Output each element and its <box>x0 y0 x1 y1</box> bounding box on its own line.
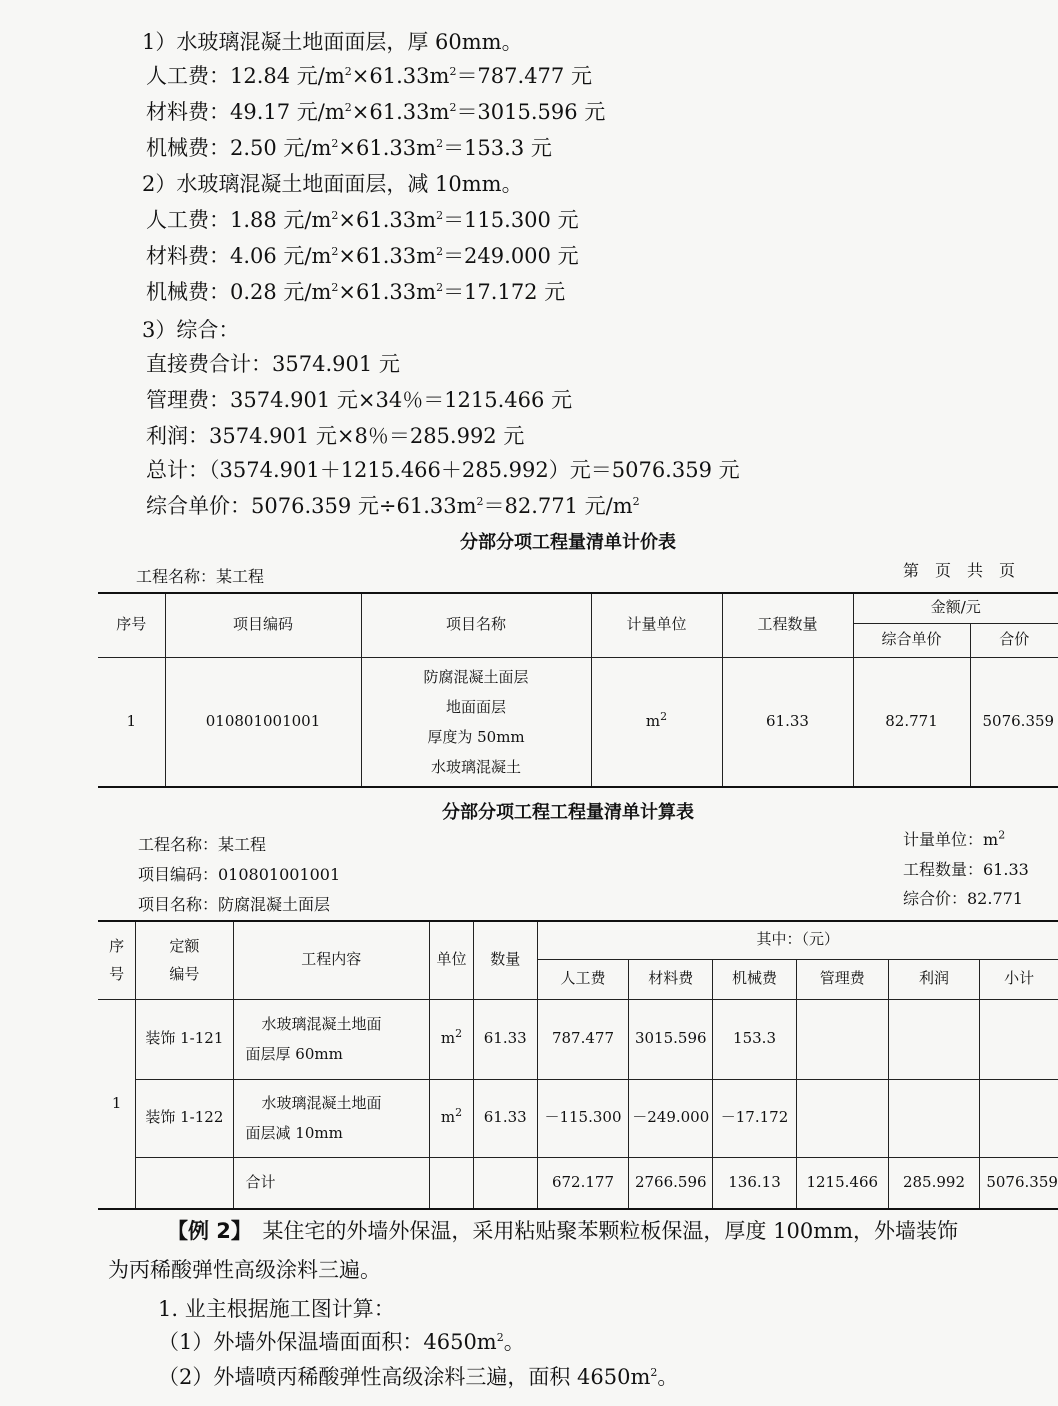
table2-group-no: 1 <box>98 999 136 1209</box>
table2-header-of-which: 其中：（元） <box>537 921 1058 959</box>
table2-sum-labor: 672.177 <box>537 1157 629 1209</box>
table2-cell-unit: $m^2$ <box>430 999 474 1079</box>
table2-project-name: 工程名称：某工程 <box>138 835 267 854</box>
table2-item-name: 项目名称：防腐混凝土面层 <box>138 895 331 914</box>
table2-cell-profit <box>888 999 980 1079</box>
table2-cell-mgmt <box>796 1079 888 1157</box>
calc-s2-material: 材料费：4.06 元$/m^2\times 61.33m^2=249.000$ 元 <box>146 244 579 268</box>
calc-direct-cost: 直接费合计：3574.901 元 <box>146 352 400 376</box>
calc-profit: 利润：3574.901 元×8％＝285.992 元 <box>146 424 525 448</box>
table1-header-unit: 计量单位 <box>591 593 722 657</box>
table2-cell-content: 水玻璃混凝土地面 面层厚 60mm <box>233 999 430 1079</box>
table2-cell-qty: 61.33 <box>473 999 537 1079</box>
table2-sum-material: 2766.596 <box>629 1157 713 1209</box>
table2-cell-quota: 装饰 1-122 <box>136 1079 233 1157</box>
table1-header-code: 项目编码 <box>165 593 361 657</box>
table2-cell-mgmt <box>796 999 888 1079</box>
table2-cell-qty: 61.33 <box>473 1079 537 1157</box>
table2-sum-qty <box>473 1157 537 1209</box>
calc-s3-title: 3）综合： <box>142 318 240 342</box>
example-line-2: 为丙稀酸弹性高级涂料三遍。 <box>108 1258 381 1282</box>
table2-cell-machine: 153.3 <box>713 999 797 1079</box>
example-item-1: （1）外墙外保温墙面面积：$4650m^2$。 <box>158 1330 525 1354</box>
table2-cell-profit <box>888 1079 980 1157</box>
table2-cell-material: 3015.596 <box>629 999 713 1079</box>
table2-header-labor: 人工费 <box>537 959 629 999</box>
table1-header-no: 序号 <box>98 593 165 657</box>
table2-sum-machine: 136.13 <box>713 1157 797 1209</box>
table2-quantity: 工程数量：61.33 <box>903 860 1029 879</box>
table1-cell-qty: 61.33 <box>722 657 853 787</box>
calc-management-fee: 管理费：3574.901 元×34％＝1215.466 元 <box>146 388 573 412</box>
table2-unit-price: 综合价：82.771 <box>903 889 1023 908</box>
table1-cell-unit: $m^2$ <box>591 657 722 787</box>
table2-header-subtotal: 小计 <box>980 959 1058 999</box>
calc-total: 总计：（3574.901＋1215.466＋285.992）元＝5076.359 元 <box>146 458 740 482</box>
table2-header-content: 工程内容 <box>233 921 430 999</box>
calc-s2-machine: 机械费：0.28 元$/m^2\times 61.33m^2=17.172$ 元 <box>146 280 566 304</box>
table1-cell-no: 1 <box>98 657 165 787</box>
table2-sum-profit: 285.992 <box>888 1157 980 1209</box>
table2-sum-unit <box>430 1157 474 1209</box>
table2-cell-labor: 787.477 <box>537 999 629 1079</box>
table2-cell-quota: 装饰 1-121 <box>136 999 233 1079</box>
table2-header-qty: 数量 <box>473 921 537 999</box>
calc-s1-machine: 机械费：2.50 元$/m^2\times 61.33m^2=153.3$ 元 <box>146 136 552 160</box>
table1-header-unit-price: 综合单价 <box>853 623 970 657</box>
example-item-2: （2）外墙喷丙稀酸弹性高级涂料三遍，面积 $4650m^2$。 <box>158 1365 679 1389</box>
table2-header-machine: 机械费 <box>713 959 797 999</box>
calc-s2-labor: 人工费：1.88 元$/m^2\times 61.33m^2=115.300$ 元 <box>146 208 579 232</box>
table2-sum-label: 合计 <box>233 1157 430 1209</box>
table1-cell-name: 防腐混凝土面层 地面面层 厚度为 50mm 水玻璃混凝土 <box>361 657 591 787</box>
table2-cell-labor: －115.300 <box>537 1079 629 1157</box>
table-row <box>98 999 1058 1079</box>
table1-cell-unit-price: 82.771 <box>853 657 970 787</box>
table1-row <box>98 657 1058 787</box>
table2-cell-subtotal <box>980 1079 1058 1157</box>
calc-s1-material: 材料费：49.17 元$/m^2\times 61.33m^2=3015.596$ 元 <box>146 100 606 124</box>
table-row <box>98 1079 1058 1157</box>
table2 <box>98 920 1058 1210</box>
table2-header-unit: 单位 <box>430 921 474 999</box>
table2-sum-subtotal: 5076.359 <box>980 1157 1058 1209</box>
table2-sum-quota <box>136 1157 233 1209</box>
table2-title: 分部分项工程工程量清单计算表 <box>442 802 694 823</box>
table1-project-name: 工程名称：某工程 <box>136 567 265 586</box>
table1-header-amount: 金额/元 <box>853 593 1058 623</box>
table2-cell-material: －249.000 <box>629 1079 713 1157</box>
table2-cell-unit: $m^2$ <box>430 1079 474 1157</box>
table2-measure-unit: 计量单位：$m^2$ <box>903 828 1006 849</box>
table1-header-total: 合价 <box>970 623 1058 657</box>
table1-title: 分部分项工程量清单计价表 <box>460 532 676 553</box>
example-line-1: 【例 2】 某住宅的外墙外保温，采用粘贴聚苯颗粒板保温，厚度 100mm，外墙装饰 <box>167 1219 959 1243</box>
table1 <box>98 592 1058 788</box>
table2-header-mgmt: 管理费 <box>796 959 888 999</box>
example-step-1: 1. 业主根据施工图计算： <box>158 1297 395 1321</box>
table2-header-no: 序 号 <box>98 921 136 999</box>
table1-cell-code: 010801001001 <box>165 657 361 787</box>
table2-cell-subtotal <box>980 999 1058 1079</box>
calc-s1-title: 1）水玻璃混凝土地面面层，厚 60mm。 <box>142 30 523 54</box>
table2-cell-content: 水玻璃混凝土地面 面层减 10mm <box>233 1079 430 1157</box>
table2-sum-mgmt: 1215.466 <box>796 1157 888 1209</box>
table2-sum-row <box>98 1157 1058 1209</box>
table2-item-code: 项目编码：010801001001 <box>138 865 341 884</box>
calc-s1-labor: 人工费：12.84 元$/m^2\times 61.33m^2=787.477$ 元 <box>146 64 592 88</box>
table2-cell-machine: －17.172 <box>713 1079 797 1157</box>
table1-header-name: 项目名称 <box>361 593 591 657</box>
table1-page-info: 第 页 共 页 <box>903 561 1016 580</box>
table1-cell-total: 5076.359 <box>970 657 1058 787</box>
calc-unit-price: 综合单价：5076.359 元$\div 61.33m^2=82.771$ 元$/m^2$ <box>146 494 640 518</box>
table1-header-qty: 工程数量 <box>722 593 853 657</box>
table2-header-quota: 定额 编号 <box>136 921 233 999</box>
table2-header-profit: 利润 <box>888 959 980 999</box>
table2-header-material: 材料费 <box>629 959 713 999</box>
calc-s2-title: 2）水玻璃混凝土地面面层，减 10mm。 <box>142 172 523 196</box>
